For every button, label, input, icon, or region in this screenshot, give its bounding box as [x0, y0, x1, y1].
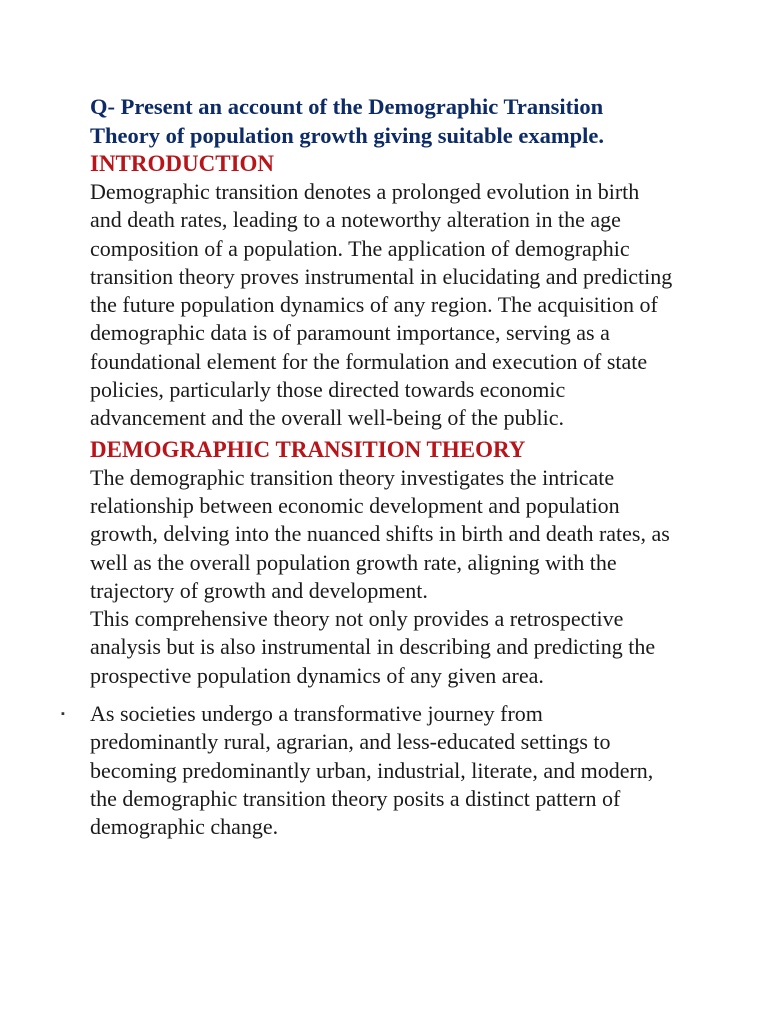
- list-item: [61, 700, 676, 841]
- question-title: Q- Present an account of the Demographic Transition Theory of population growth giving suitable example.: [90, 94, 605, 148]
- heading-introduction: INTRODUCTION: [90, 151, 275, 176]
- bullet-list: [61, 700, 676, 841]
- heading-demographic-transition-theory: DEMOGRAPHIC TRANSITION THEORY: [90, 436, 526, 462]
- theory-paragraph-1: The demographic transition theory investigates the intricate relationship between economic development and population growth, delving into the nuanced shifts in birth and death rates, as well as the overall population growth rate, aligning with the trajectory of growth and development.: [90, 464, 670, 603]
- bullet-icon: ▪: [61, 708, 65, 721]
- introduction-paragraph: Demographic transition denotes a prolonged evolution in birth and death rates, leading to a noteworthy alteration in the age composition of a population. The application of demographic transition theory proves instrumental in elucidating and predicting the future population dynamics of any region. The acquisition of demographic data is of paramount importance, serving as a foundational element for the formulation and execution of state policies, particularly those directed towards economic advancement and the overall well-being of the public.: [90, 179, 673, 431]
- bullet-text: As societies undergo a transformative journey from predominantly rural, agrarian, and less-educated settings to becoming predominantly urban, industrial, literate, and modern, the demographic transition theory posits a distinct pattern of demographic change.: [90, 701, 654, 840]
- theory-paragraph-2: This comprehensive theory not only provides a retrospective analysis but is also instrumental in describing and predicting the prospective population dynamics of any given area.: [90, 606, 656, 688]
